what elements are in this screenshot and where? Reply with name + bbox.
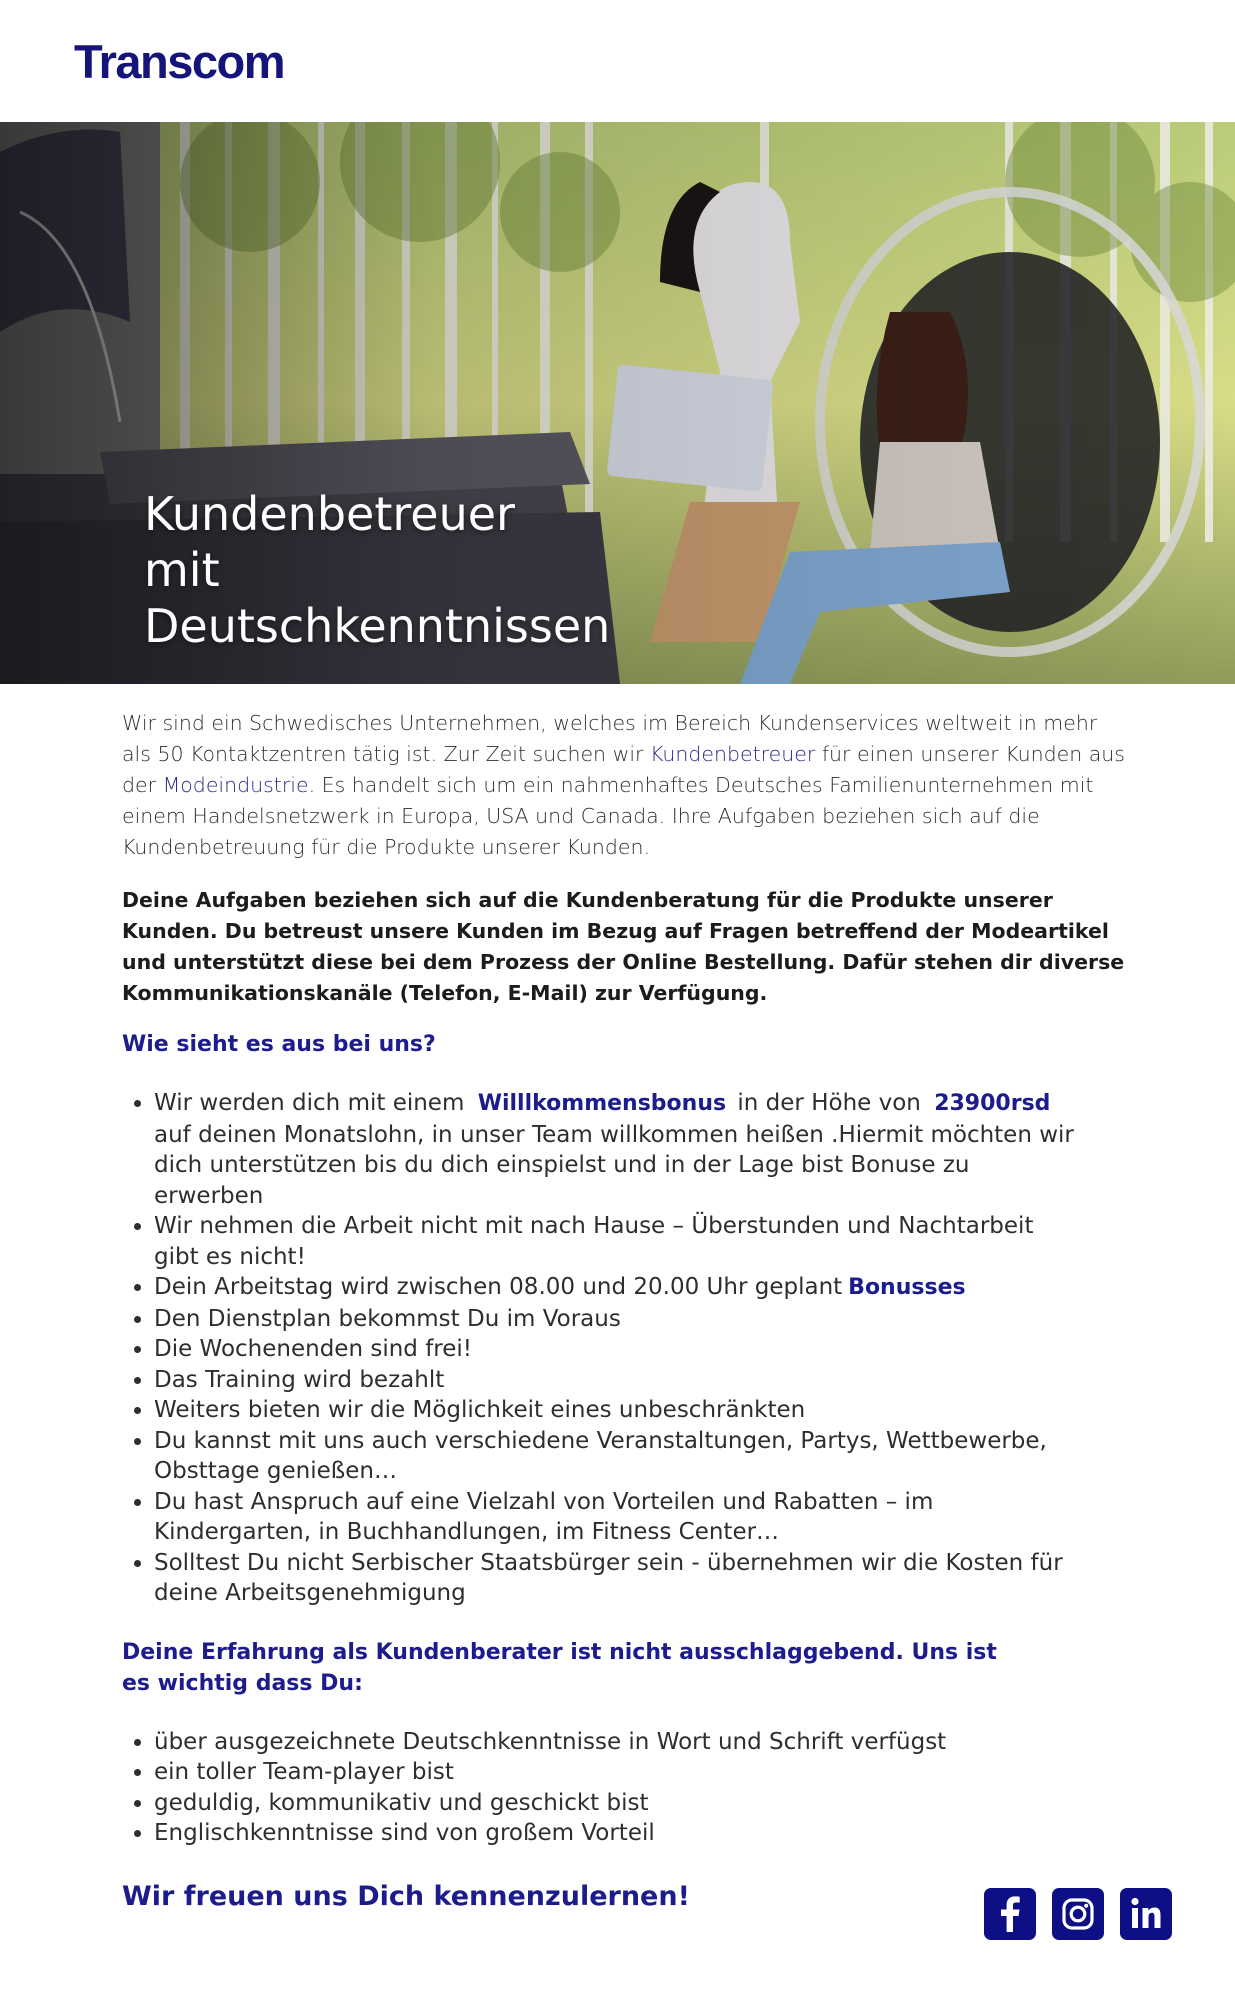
- intro-text-3: . Es handelt sich um ein nahmenhaftes Deutsches Familienunternehmen mit einem Handelsnetzwerk in Europa, USA und Canada. Ihre Aufgaben beziehen sich auf die Kundenbetreuung für die Produkte unserer Kunden.: [122, 773, 1094, 859]
- linkedin-link[interactable]: [1120, 1888, 1172, 1940]
- instagram-icon: [1052, 1888, 1104, 1940]
- hero-banner: [0, 122, 1235, 684]
- list-item: • Du hast Anspruch auf eine Vielzahl von Vorteilen und Rabatten – im Kindergarten, in Buchhandlungen, im Fitness Center…: [154, 1487, 1074, 1548]
- intro-text-2: für einen unserer Kunden aus der: [122, 742, 1125, 797]
- list-item: • Die Wochenenden sind frei!: [154, 1334, 1074, 1365]
- benefit-text: in der Höhe von: [730, 1090, 929, 1116]
- list-item: • über ausgezeichnete Deutschkenntnisse in Wort und Schrift verfügst: [154, 1727, 1127, 1758]
- list-item: • Den Dienstplan bekommst Du im Voraus: [154, 1304, 1074, 1335]
- intro-paragraph: [122, 708, 1127, 863]
- list-item: [154, 1088, 1074, 1211]
- benefits-list: [122, 1088, 1074, 1609]
- intro-text-1: Wir sind ein Schwedisches Unternehmen, welches im Bereich Kundenservices weltweit in mehr als 50 Kontaktzentren tätig ist. Zur Zeit suchen wir: [122, 711, 1098, 766]
- requirements-heading: Deine Erfahrung als Kundenberater ist nicht ausschlaggebend. Uns ist es wichtig dass Du:: [122, 1639, 997, 1696]
- facebook-icon: [984, 1888, 1036, 1940]
- list-item: • Wir nehmen die Arbeit nicht mit nach Hause – Überstunden und Nachtarbeit gibt es nicht!: [154, 1211, 1074, 1272]
- facebook-link[interactable]: [984, 1888, 1036, 1940]
- list-item: • ein toller Team-player bist: [154, 1757, 1127, 1788]
- bonusses-label: Bonusses: [848, 1275, 966, 1300]
- transcom-logo[interactable]: Transcom: [74, 35, 285, 88]
- list-item: [154, 1272, 1074, 1304]
- list-item: • Das Training wird bezahlt: [154, 1365, 1074, 1396]
- requirements-list: [122, 1727, 1127, 1849]
- benefits-heading: Wie sieht es aus bei uns?: [122, 1032, 436, 1057]
- hero-title-line-1: Kundenbetreuer: [144, 487, 515, 541]
- instagram-link[interactable]: [1052, 1888, 1104, 1940]
- bonus-amount: 23900rsd: [934, 1091, 1051, 1116]
- benefit-text: Dein Arbeitstag wird zwischen 08.00 und 20.00 Uhr geplant: [154, 1274, 843, 1300]
- list-item: • geduldig, kommunikativ und geschickt bist: [154, 1788, 1127, 1819]
- kundenbetreuer-link[interactable]: Kundenbetreuer: [649, 742, 816, 766]
- benefit-text: auf deinen Monatslohn, in unser Team willkommen heißen .Hiermit möchten wir dich unterstützen bis du dich einspielst und in der Lage bist Bonuse zu erwerben: [154, 1121, 1074, 1209]
- list-item: • Englischkenntnisse sind von großem Vorteil: [154, 1818, 1127, 1849]
- list-item: • Du kannst mit uns auch verschiedene Veranstaltungen, Partys, Wettbewerbe, Obsttage genießen…: [154, 1426, 1074, 1487]
- job-description: [122, 708, 1127, 1915]
- hero-title-line-3: Deutschkenntnissen: [144, 599, 611, 653]
- hero-title: [144, 486, 610, 654]
- tasks-paragraph: Deine Aufgaben beziehen sich auf die Kundenberatung für die Produkte unserer Kunden. Du betreust unsere Kunden im Bezug auf Fragen betreffend der Modeartikel und unterstützt diese bei dem Prozess der Online Bestellung. Dafür stehen dir diverse Kommunikationskanäle (Telefon, E-Mail) zur Verfügung.: [122, 888, 1125, 1005]
- hero-title-line-2: mit: [144, 543, 220, 597]
- list-item: • Solltest Du nicht Serbischer Staatsbürger sein - übernehmen wir die Kosten für deine Arbeitsgenehmigung: [154, 1548, 1074, 1609]
- list-item: • Weiters bieten wir die Möglichkeit eines unbeschränkten: [154, 1395, 1074, 1426]
- welcome-bonus-label: Willlkommensbonus: [477, 1091, 727, 1116]
- linkedin-icon: [1120, 1888, 1172, 1940]
- benefit-text: Wir werden dich mit einem: [154, 1090, 472, 1116]
- closing-text: Wir freuen uns Dich kennenzulernen!: [122, 1880, 690, 1912]
- modeindustrie-link[interactable]: Modeindustrie: [162, 773, 309, 797]
